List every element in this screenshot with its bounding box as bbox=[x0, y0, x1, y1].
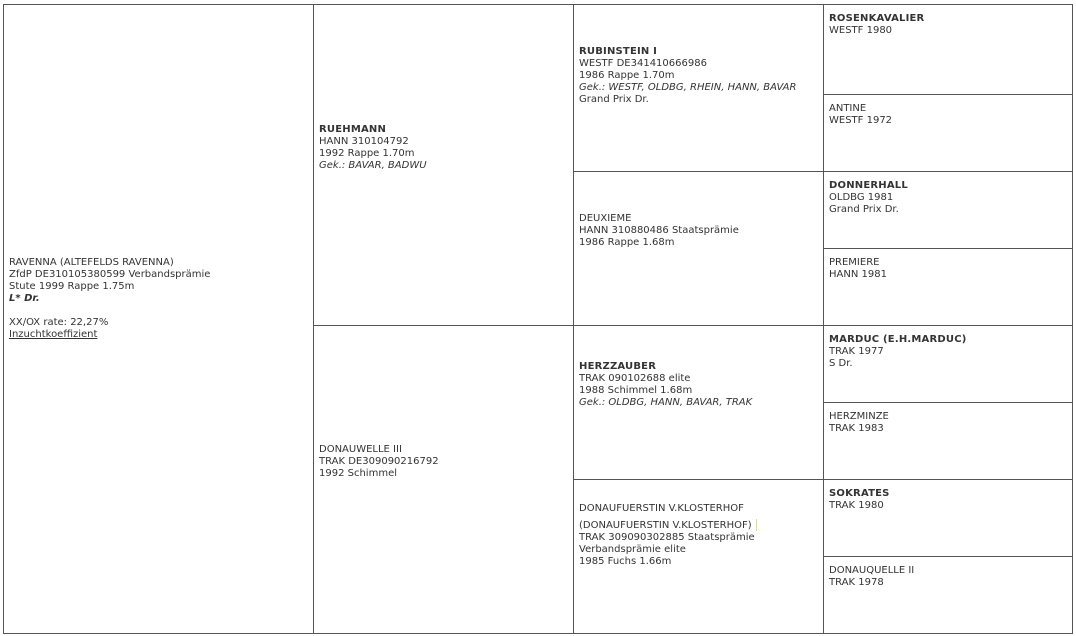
dam-sire-name: HERZZAUBER bbox=[579, 361, 657, 372]
gg4-line1: HANN 1981 bbox=[829, 269, 887, 280]
pedigree-sire-sire-cell[interactable] bbox=[573, 4, 824, 172]
sire-sire-details: 1986 Rappe 1.70m bbox=[579, 70, 675, 81]
sire-dam-registration: HANN 310880486 Staatsprämie bbox=[579, 225, 739, 236]
gg8-line1: TRAK 1978 bbox=[829, 577, 884, 588]
dam-dam-name: DONAUFUERSTIN V.KLOSTERHOF bbox=[579, 503, 744, 514]
horse-discipline: L* Dr. bbox=[9, 293, 40, 304]
horse-registration: ZfdP DE310105380599 Verbandsprämie bbox=[9, 269, 211, 280]
pedigree-gg-cell-6[interactable] bbox=[823, 402, 1073, 480]
inbreeding-coefficient-link[interactable]: Inzuchtkoeffizient bbox=[9, 329, 98, 340]
pedigree-gg-cell-8[interactable] bbox=[823, 556, 1073, 634]
horse-xx-ox-rate: XX/OX rate: 22,27% bbox=[9, 317, 109, 328]
horse-details: Stute 1999 Rappe 1.75m bbox=[9, 281, 135, 292]
sire-sire-discipline: Grand Prix Dr. bbox=[579, 94, 649, 105]
dam-name: DONAUWELLE III bbox=[319, 444, 402, 455]
dam-dam-registration: TRAK 309090302885 Staatsprämie bbox=[579, 532, 755, 543]
gg2-name: ANTINE bbox=[829, 103, 867, 114]
horse-name: RAVENNA (ALTEFELDS RAVENNA) bbox=[9, 257, 174, 268]
sire-name: RUEHMANN bbox=[319, 124, 387, 135]
sire-dam-details: 1986 Rappe 1.68m bbox=[579, 237, 675, 248]
text-cursor-mark bbox=[756, 519, 757, 531]
gg3-name: DONNERHALL bbox=[829, 180, 908, 191]
dam-dam-award: Verbandsprämie elite bbox=[579, 544, 686, 555]
pedigree-gg-cell-3[interactable] bbox=[823, 171, 1073, 249]
sire-registration: HANN 310104792 bbox=[319, 136, 409, 147]
dam-dam-name-alt-row bbox=[579, 519, 820, 532]
gg6-line1: TRAK 1983 bbox=[829, 423, 884, 434]
sire-sire-registration: WESTF DE341410666986 bbox=[579, 58, 707, 69]
pedigree-horse-cell bbox=[3, 4, 314, 634]
gg4-name: PREMIERE bbox=[829, 257, 880, 268]
pedigree-dam-sire-cell[interactable] bbox=[573, 325, 824, 480]
gg1-name: ROSENKAVALIER bbox=[829, 13, 925, 24]
pedigree-gg-cell-2[interactable] bbox=[823, 94, 1073, 172]
pedigree-sire-cell[interactable] bbox=[313, 4, 574, 326]
sire-sire-approvals: Gek.: WESTF, OLDBG, RHEIN, HANN, BAVAR bbox=[579, 82, 797, 93]
gg2-line1: WESTF 1972 bbox=[829, 115, 893, 126]
gg6-name: HERZMINZE bbox=[829, 411, 889, 422]
gg1-line1: WESTF 1980 bbox=[829, 25, 893, 36]
pedigree-gg-cell-7[interactable] bbox=[823, 479, 1073, 557]
sire-approvals: Gek.: BAVAR, BADWU bbox=[319, 160, 427, 171]
gg5-name: MARDUC (E.H.MARDUC) bbox=[829, 334, 967, 345]
sire-sire-name: RUBINSTEIN I bbox=[579, 46, 658, 57]
dam-details: 1992 Schimmel bbox=[319, 468, 398, 479]
pedigree-dam-dam-cell[interactable] bbox=[573, 479, 824, 634]
gg3-line2: Grand Prix Dr. bbox=[829, 204, 899, 215]
dam-dam-name-alt: (DONAUFUERSTIN V.KLOSTERHOF) bbox=[579, 520, 752, 531]
gg5-line1: TRAK 1977 bbox=[829, 346, 884, 357]
gg8-name: DONAUQUELLE II bbox=[829, 565, 915, 576]
dam-sire-registration: TRAK 090102688 elite bbox=[579, 373, 691, 384]
gg5-line2: S Dr. bbox=[829, 358, 853, 369]
pedigree-sire-dam-cell[interactable] bbox=[573, 171, 824, 326]
dam-dam-details: 1985 Fuchs 1.66m bbox=[579, 556, 672, 567]
pedigree-gg-cell-4[interactable] bbox=[823, 248, 1073, 326]
gg3-line1: OLDBG 1981 bbox=[829, 192, 894, 203]
dam-registration: TRAK DE309090216792 bbox=[319, 456, 439, 467]
sire-details: 1992 Rappe 1.70m bbox=[319, 148, 415, 159]
gg7-line1: TRAK 1980 bbox=[829, 500, 884, 511]
pedigree-gg-cell-1[interactable] bbox=[823, 4, 1073, 95]
pedigree-dam-cell[interactable] bbox=[313, 325, 574, 634]
sire-dam-name: DEUXIEME bbox=[579, 213, 632, 224]
gg7-name: SOKRATES bbox=[829, 488, 890, 499]
pedigree-gg-cell-5[interactable] bbox=[823, 325, 1073, 403]
dam-sire-details: 1988 Schimmel 1.68m bbox=[579, 385, 693, 396]
horse-info bbox=[9, 257, 310, 341]
dam-sire-approvals: Gek.: OLDBG, HANN, BAVAR, TRAK bbox=[579, 397, 753, 408]
